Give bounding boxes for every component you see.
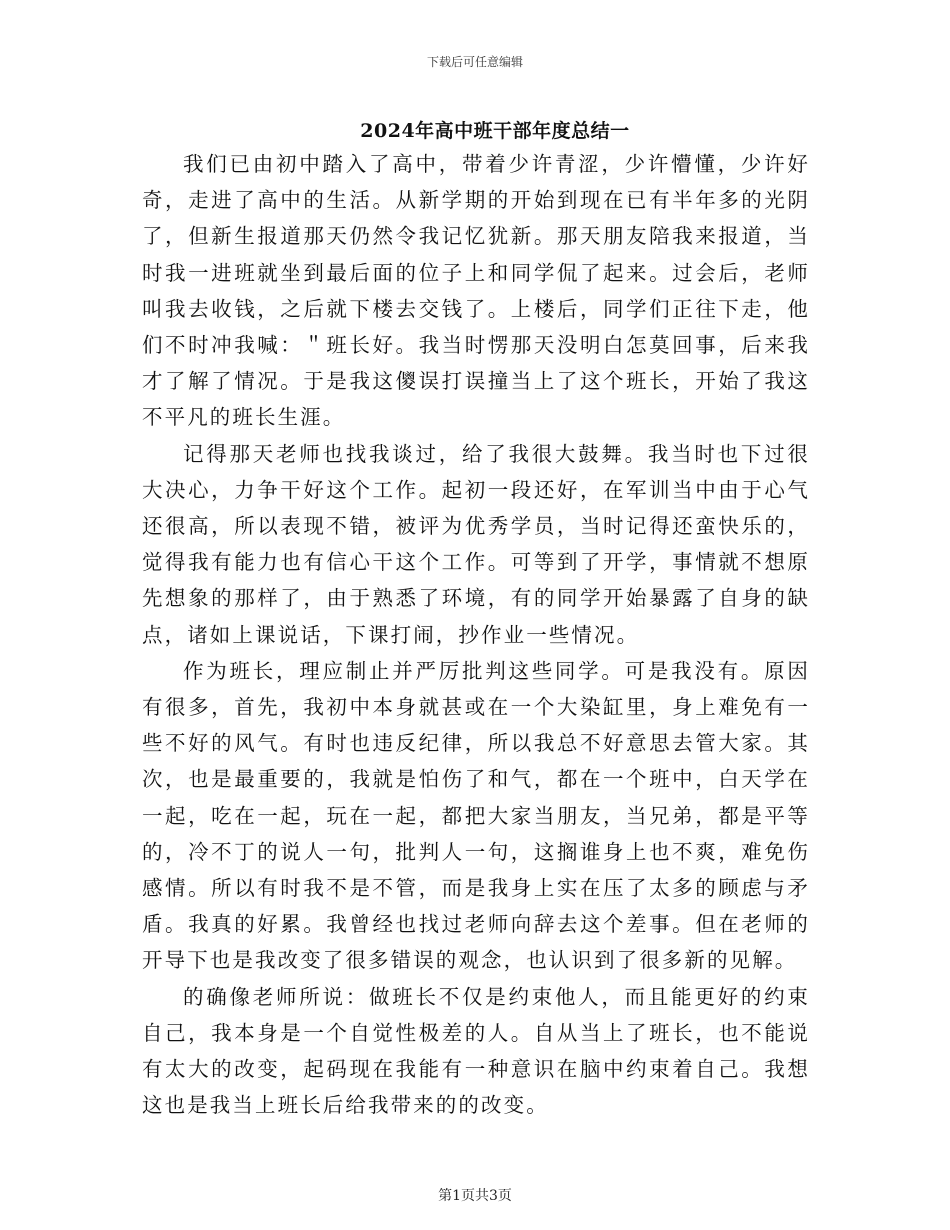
paragraph-4: 的确像老师所说：做班长不仅是约束他人，而且能更好的约束自己，我本身是一个自觉性极差的人。自从当上了班长，也不能说有太大的改变，起码现在我能有一种意识在脑中约束着自己。我想这也是我当上班长后给我带来的的改变。 (142, 984, 810, 1118)
header-note: 下载后可任意编辑 (426, 55, 523, 69)
page-footer: 第1页共3页 (438, 1188, 512, 1204)
paragraph-3: 作为班长，理应制止并严厉批判这些同学。可是我没有。原因有很多，首先，我初中本身就甚或在一个大染缸里，身上难免有一些不好的风气。有时也违反纪律，所以我总不好意思去管大家。其次，也是最重要的，我就是怕伤了和气，都在一个班中，白天学在一起，吃在一起，玩在一起，都把大家当朋友，当兄弟，都是平等的，冷不丁的说人一句，批判人一句，这搁谁身上也不爽，难免伤感情。所以有时我不是不管，而是我身上实在压了太多的顾虑与矛盾。我真的好累。我曾经也找过老师向辞去这个差事。但在老师的开导下也是我改变了很多错误的观念，也认识到了很多新的见解。 (142, 658, 810, 973)
document-title: 2024年高中班干部年度总结一 (360, 120, 630, 142)
paragraph-2: 记得那天老师也找我谈过，给了我很大鼓舞。我当时也下过很大决心，力争干好这个工作。起初一段还好，在军训当中由于心气还很高，所以表现不错，被评为优秀学员，当时记得还蛮快乐的，觉得我有能力也有信心干这个工作。可等到了开学，事情就不想原先想象的那样了，由于熟悉了环境，有的同学开始暴露了自身的缺点，诸如上课说话，下课打闹，抄作业一些情况。 (142, 441, 810, 647)
paragraph-1: 我们已由初中踏入了高中，带着少许青涩，少许懵懂，少许好奇，走进了高中的生活。从新学期的开始到现在已有半年多的光阴了，但新生报道那天仍然令我记忆犹新。那天朋友陪我来报道，当时我一进班就坐到最后面的位子上和同学侃了起来。过会后，老师叫我去收钱，之后就下楼去交钱了。上楼后，同学们正往下走，他们不时冲我喊：＂班长好。我当时愣那天没明白怎莫回事，后来我才了解了情况。于是我这儍误打误撞当上了这个班长，开始了我这不平凡的班长生涯。 (142, 152, 810, 430)
document-body (142, 146, 810, 1123)
